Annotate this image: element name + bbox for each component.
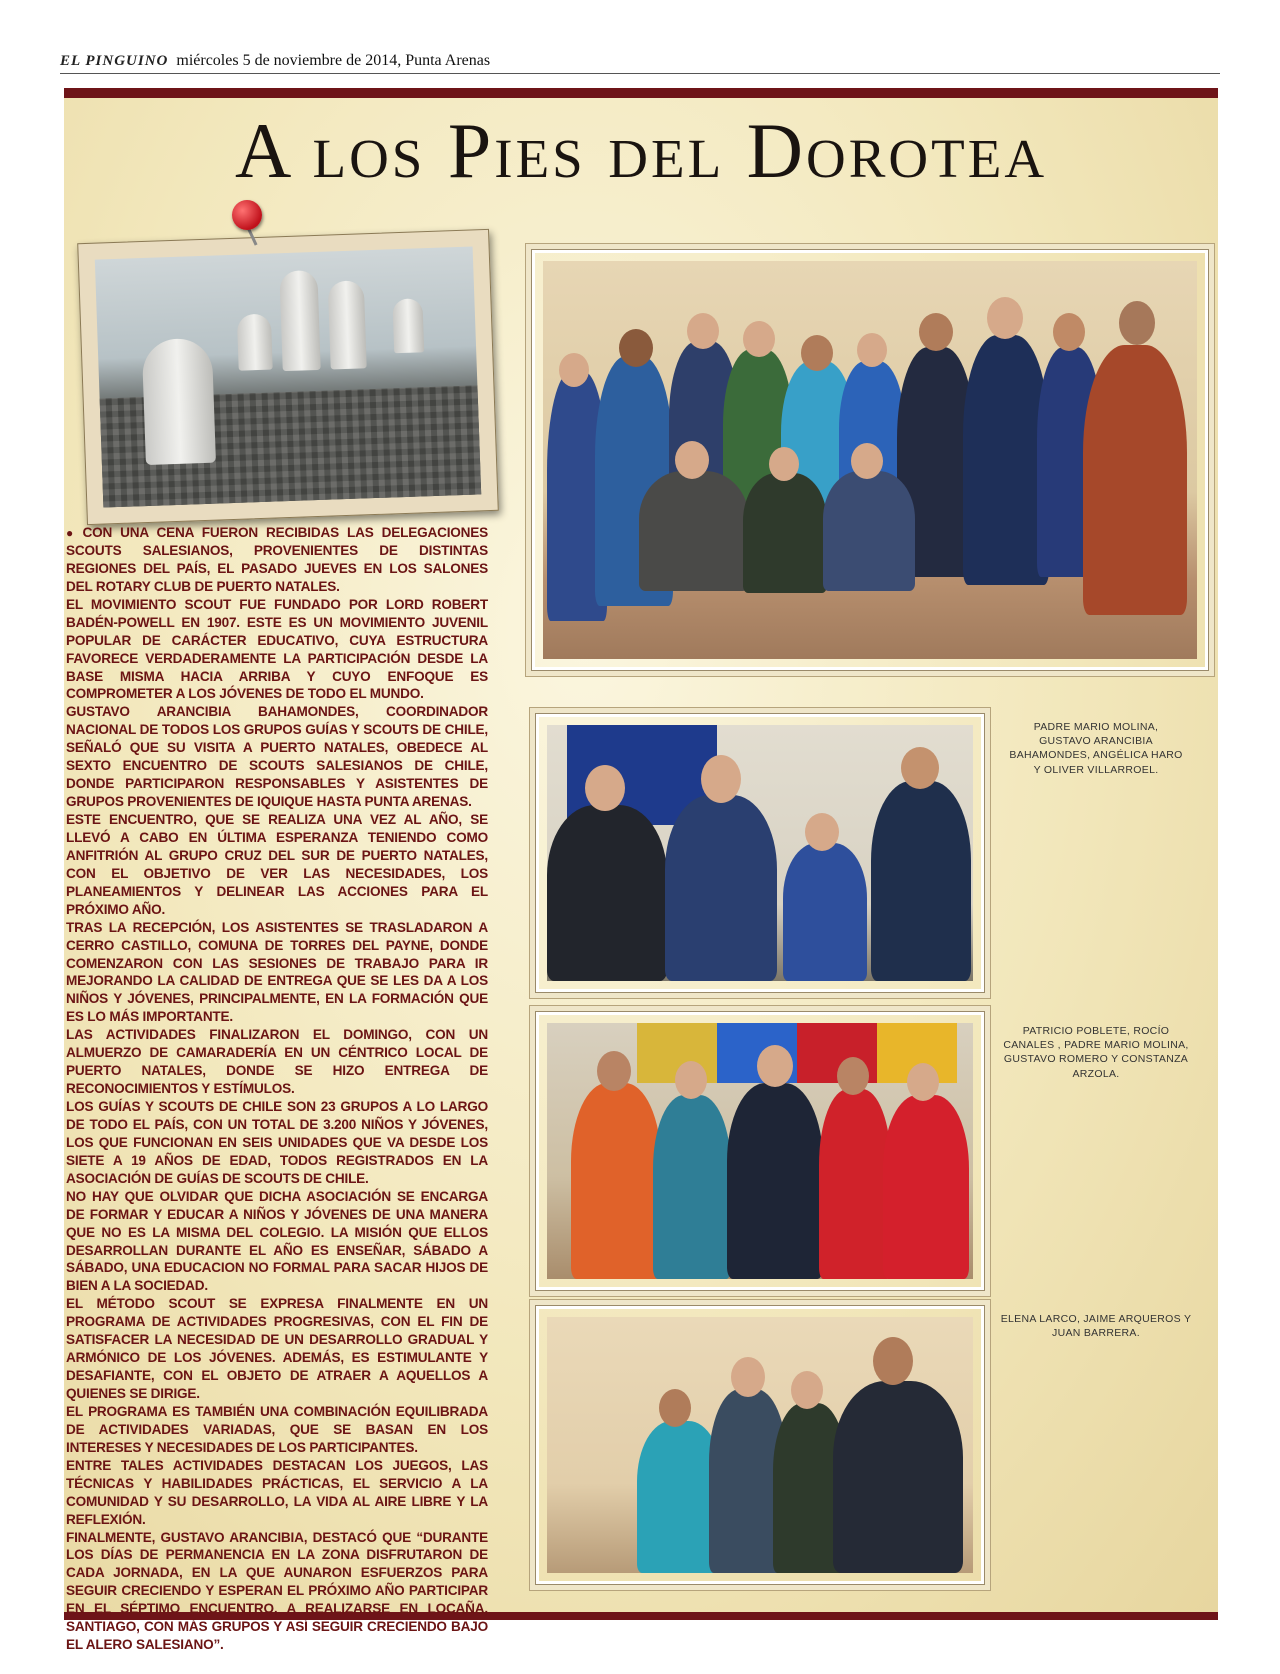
person-figure — [547, 805, 667, 981]
article-paragraph: EL MÉTODO SCOUT SE EXPRESA FINALMENTE EN UN PROGRAMA DE ACTIVIDADES PROGRESIVAS, CON EL FIN DE SATISFACER LA NECESIDAD DE UN DESARROLLO GRADUAL Y ARMÓNICO DE LOS JÓVENES. ADEMÁS, ES ESTIMULANTE Y DESAFIANTE, CON EL OBJETO DE ATRAER A AQUELLOS A QUIENES SE DIRIGE. — [66, 1296, 488, 1401]
article-paragraph: ● CON UNA CENA FUERON RECIBIDAS LAS DELEGACIONES SCOUTS SALESIANOS, PROVENIENTES DE DISTINTAS REGIONES DEL PAÍS, EL PASADO JUEVES EN LOS SALONES DEL ROTARY CLUB DE PUERTO NATALES. — [66, 525, 488, 594]
photo-image — [547, 725, 973, 981]
person-figure — [727, 1083, 823, 1279]
article-paragraph: ESTE ENCUENTRO, QUE SE REALIZA UNA VEZ AL AÑO, SE LLEVÓ A CABO EN ÚLTIMA ESPERANZA TENIENDO COMO ANFITRIÓN AL GRUPO CRUZ DEL SUR DE PUERTO NATALES, CON EL OBJETIVO DE VER LAS NECESIDADES, LOS PLANEAMIENTOS Y DELINEAR LAS ACCIONES PARA EL PRÓXIMO AÑO. — [66, 812, 488, 917]
person-head — [559, 353, 589, 387]
sculpture-thumb — [142, 338, 216, 465]
newspaper-brand: EL PINGUINO — [60, 53, 169, 69]
photo-five-people — [536, 1012, 984, 1290]
person-head — [701, 755, 741, 803]
person-head — [731, 1357, 765, 1397]
photo-four-people-indoor — [536, 1306, 984, 1584]
person-figure — [571, 1083, 661, 1279]
photo-image — [543, 261, 1197, 659]
person-head — [901, 747, 939, 789]
person-head — [1053, 313, 1085, 351]
page-title: A los Pies del Dorotea — [234, 107, 1048, 194]
person-figure — [833, 1381, 963, 1573]
person-head — [837, 1057, 869, 1095]
person-head — [743, 321, 775, 357]
person-figure — [871, 781, 971, 981]
person-head — [687, 313, 719, 349]
person-head — [597, 1051, 631, 1091]
person-figure — [665, 795, 777, 981]
person-head — [1119, 301, 1155, 345]
bullet-icon: ● — [66, 526, 78, 540]
person-head — [907, 1063, 939, 1101]
person-head — [873, 1337, 913, 1385]
person-head — [675, 1061, 707, 1099]
article-paragraph: NO HAY QUE OLVIDAR QUE DICHA ASOCIACIÓN SE ENCARGA DE FORMAR Y EDUCAR A NIÑOS Y JÓVENES DE UNA MANERA QUE NO ES LA MISMA DEL COLEGIO. LA MISIÓN QUE ELLOS DESARROLLAN DURANTE EL AÑO ES ENSEÑAR, SÁBADO A SÁBADO, UNA EDUCACION NO FORMAL PARA SACAR HIJOS DE BIEN A LA SOCIEDAD. — [66, 1188, 488, 1294]
dateline: miércoles 5 de noviembre de 2014, Punta Arenas — [176, 52, 491, 69]
article-paragraph: GUSTAVO ARANCIBIA BAHAMONDES, COORDINADOR NACIONAL DE TODOS LOS GRUPOS GUÍAS Y SCOUTS DE CHILE, SEÑALÓ QUE SU VISITA A PUERTO NATALES, OBEDECE AL SEXTO ENCUENTRO DE SCOUTS SALESIANOS DE CHILE, DONDE PARTICIPARON RESPONSABLES Y ASISTENTES DE GRUPOS PROVENIENTES DE IQUIQUE HASTA PUNTA ARENAS. — [66, 704, 488, 810]
article-paragraph: LOS GUÍAS Y SCOUTS DE CHILE SON 23 GRUPOS A LO LARGO DE TODO EL PAÍS, CON UN TOTAL DE 3.200 NIÑOS Y JÓVENES, LOS QUE FUNCIONAN EN SEIS UNIDADES QUE VA DESDE LOS SIETE A 19 AÑOS DE EDAD, TODOS REGISTRADOS EN LA ASOCIACIÓN DE GUÍAS DE SCOUTS DE CHILE. — [66, 1099, 488, 1186]
person-head — [619, 329, 653, 367]
article-paragraph: EL MOVIMIENTO SCOUT FUE FUNDADO POR LORD ROBERT BADÉN-POWELL EN 1907. ESTE ES UN MOVIMIENTO JUVENIL POPULAR DE CARÁCTER EDUCATIVO, CUYA ESTRUCTURA FAVORECE VERDADERAMENTE LA PARTICIPACIÓN DESDE LA BASE MISMA HACIA ARRIBA Y CUYO ENFOQUE ES COMPROMETER A LOS JÓVENES DE TODO EL MUNDO. — [66, 596, 488, 702]
masthead — [60, 52, 1220, 74]
person-figure — [653, 1095, 731, 1279]
person-head — [659, 1389, 691, 1427]
person-figure — [1083, 345, 1187, 615]
photo-group-scouts — [532, 250, 1208, 670]
person-head — [851, 443, 883, 479]
person-head — [805, 813, 839, 851]
photo-image — [95, 246, 481, 507]
person-head — [585, 765, 625, 811]
photo-caption: ELENA LARCO, JAIME ARQUEROS Y JUAN BARRERA. — [1000, 1313, 1192, 1340]
person-figure-kneeling — [743, 473, 827, 593]
sculpture-finger — [328, 280, 367, 369]
person-figure — [819, 1089, 891, 1279]
article-paragraph: EL PROGRAMA ES TAMBIÉN UNA COMBINACIÓN EQUILIBRADA DE ACTIVIDADES VARIADAS, QUE SE BASAN EN LOS INTERESES Y NECESIDADES DE LOS PARTICIPANTES. — [66, 1403, 488, 1455]
photo-image — [547, 1317, 973, 1573]
person-head — [987, 297, 1023, 339]
photo-image — [547, 1023, 973, 1279]
sculpture-finger — [237, 314, 273, 371]
sculpture-finger — [392, 298, 424, 353]
photo-caption: PADRE MARIO MOLINA, GUSTAVO ARANCIBIA BAHAMONDES, ANGÉLICA HARO Y OLIVER VILLARROEL. — [1009, 721, 1183, 776]
person-figure-kneeling — [823, 471, 915, 591]
article-paragraph: TRAS LA RECEPCIÓN, LOS ASISTENTES SE TRASLADARON A CERRO CASTILLO, COMUNA DE TORRES DEL PAYNE, DONDE COMENZARON CON LAS SESIONES DE TRABAJO PARA IR MEJORANDO LA CALIDAD DE ENTREGA QUE SE LES DA A LOS NIÑOS Y JÓVENES, PRINCIPALMENTE, EN LA FORMACIÓN QUE ES LO MÁS IMPORTANTE. — [66, 919, 488, 1025]
person-figure — [783, 843, 867, 981]
article-paragraph: FINALMENTE, GUSTAVO ARANCIBIA, DESTACÓ QUE “DURANTE LOS DÍAS DE PERMANENCIA EN LA ZONA DISFRUTARON DE CADA JORNADA, EN LA QUE AUNARON ESFUERZOS PARA SEGUIR CRECIENDO Y ESPERAN EL PRÓXIMO AÑO PARTICIPAR EN EL SÉPTIMO ENCUENTRO, A REALIZARSE EN LOCAÑA, SANTIAGO, CON MÁS GRUPOS Y ASÍ SEGUIR CRECIENDO BAJO EL ALERO SALESIANO”. — [66, 1529, 488, 1653]
pinned-photo-dedos-sculpture — [77, 229, 499, 525]
person-head — [801, 335, 833, 371]
person-figure — [883, 1095, 969, 1279]
person-head — [757, 1045, 793, 1087]
person-figure-kneeling — [639, 471, 749, 591]
person-head — [769, 447, 799, 481]
sculpture-finger — [279, 270, 320, 371]
person-head — [791, 1371, 823, 1409]
article-paragraph: ENTRE TALES ACTIVIDADES DESTACAN LOS JUEGOS, LAS TÉCNICAS Y HABILIDADES PRÁCTICAS, EL SERVICIO A LA COMUNIDAD Y SU DESARROLLO, LA VIDA AL AIRE LIBRE Y LA REFLEXIÓN. — [66, 1457, 488, 1527]
article-body — [66, 524, 488, 1653]
person-head — [675, 441, 709, 479]
photo-four-people — [536, 714, 984, 992]
article-paragraph: LAS ACTIVIDADES FINALIZARON EL DOMINGO, CON UN ALMUERZO DE CAMARADERÍA EN UN CÉNTRICO LOCAL DE PUERTO NATALES, DONDE SE HIZO ENTREGA DE RECONOCIMIENTOS Y ESTÍMULOS. — [66, 1027, 488, 1097]
photo-caption: PATRICIO POBLETE, ROCÍO CANALES , PADRE MARIO MOLINA, GUSTAVO ROMERO Y CONSTANZA ARZOLA. — [1003, 1025, 1189, 1080]
person-head — [857, 333, 887, 367]
pushpin-icon — [232, 200, 262, 230]
person-head — [919, 313, 953, 351]
